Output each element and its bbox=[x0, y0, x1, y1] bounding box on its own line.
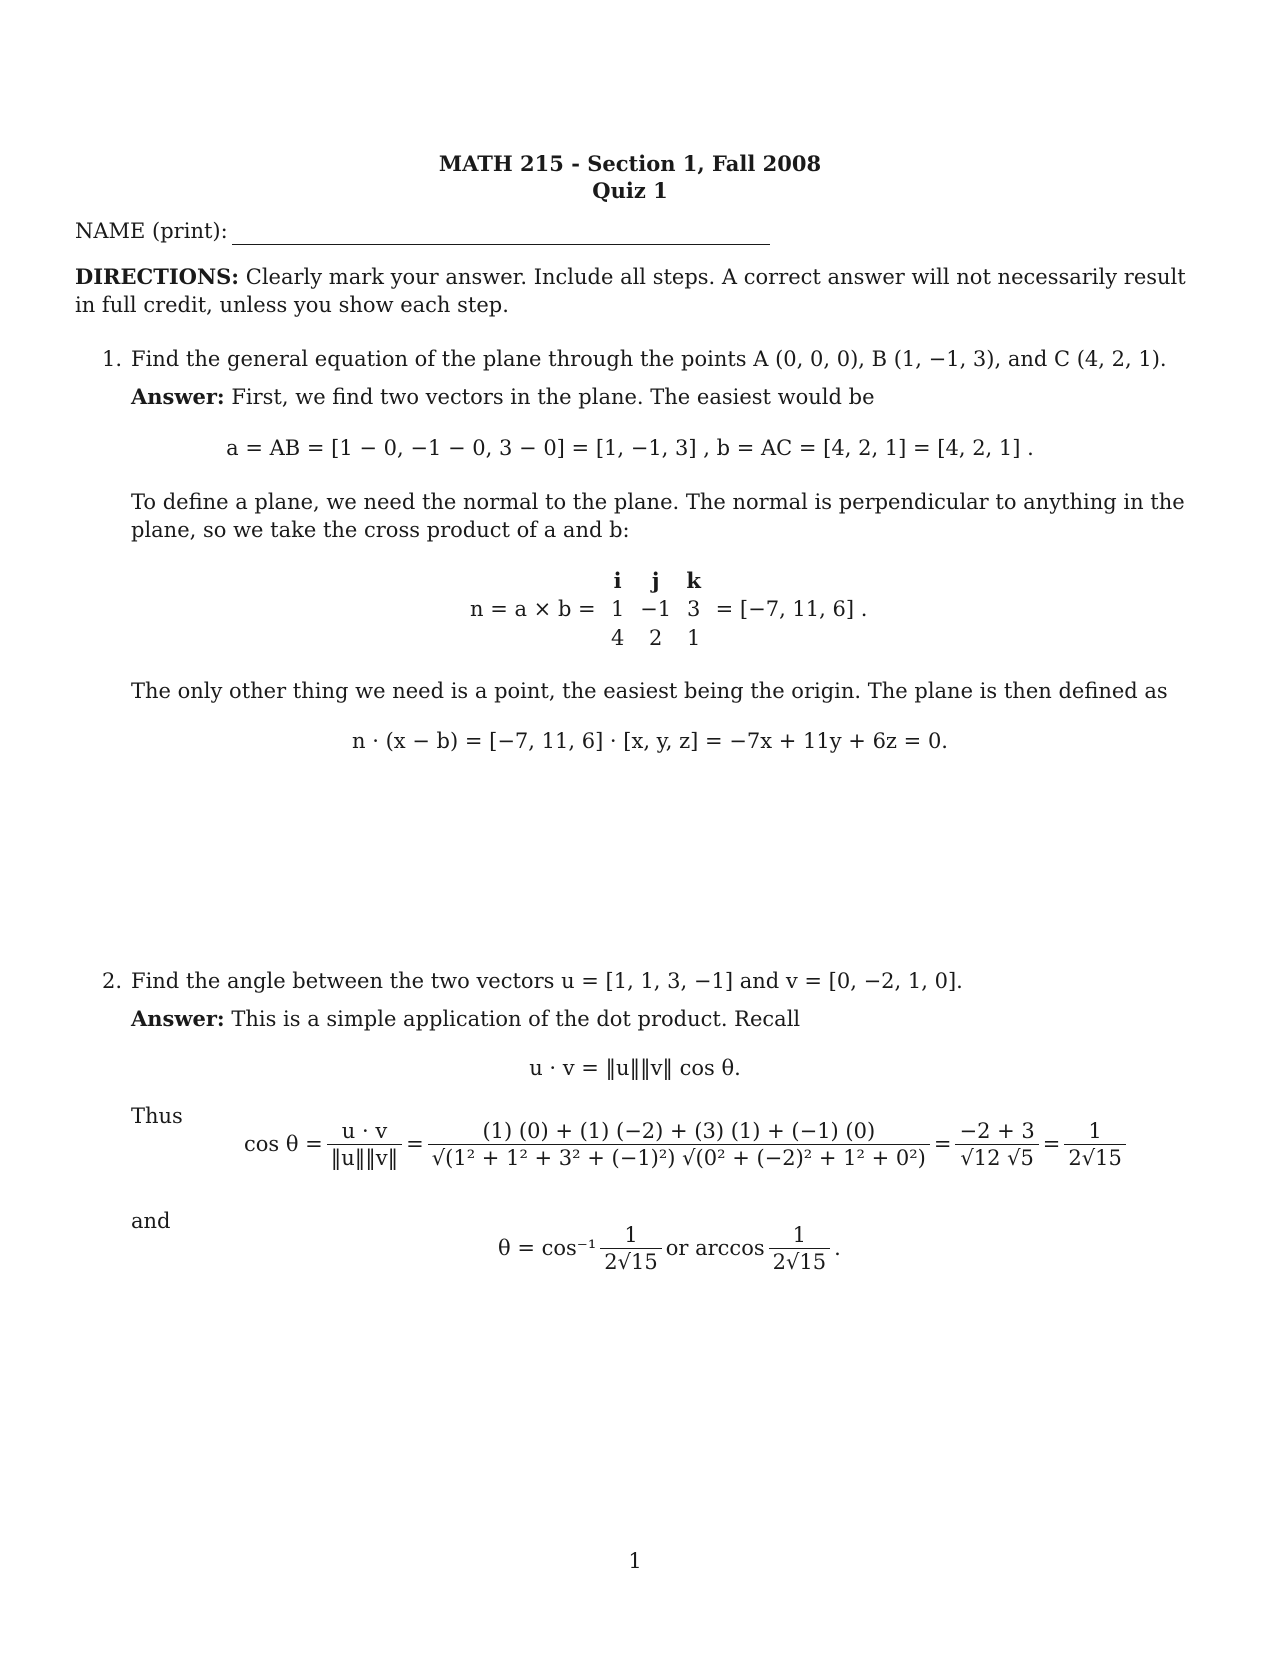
problem1-statement: Find the general equation of the plane through the points A (0, 0, 0), B (1, −1, 3), and C (4, 2, 1). bbox=[131, 347, 1167, 371]
directions bbox=[75, 263, 1195, 320]
directions-label: DIRECTIONS: bbox=[75, 264, 240, 289]
problem2-answer-label: Answer: bbox=[131, 1006, 225, 1031]
problem1-answer-line bbox=[131, 383, 875, 411]
or-arccos: or arccos bbox=[665, 1236, 765, 1261]
fraction-final bbox=[1064, 1118, 1125, 1172]
fraction-expanded bbox=[428, 1118, 930, 1172]
fraction-numerator: (1) (0) + (1) (−2) + (3) (1) + (−1) (0) bbox=[482, 1119, 876, 1143]
and-label: and bbox=[131, 1209, 171, 1233]
theta-equation bbox=[498, 1222, 841, 1276]
problem2-answer-line bbox=[131, 1005, 800, 1033]
problem2-statement: Find the angle between the two vectors u = [1, 1, 3, −1] and v = [0, −2, 1, 0]. bbox=[131, 969, 963, 993]
equals-sign: = bbox=[1042, 1132, 1061, 1157]
equals-sign: = bbox=[406, 1132, 424, 1157]
problem1-answer-intro: First, we find two vectors in the plane. The easiest would be bbox=[231, 385, 875, 409]
fraction-numerator: −2 + 3 bbox=[959, 1119, 1035, 1143]
thus-label: Thus bbox=[131, 1104, 183, 1128]
dot-product-identity: u · v = ‖u‖‖v‖ cos θ. bbox=[529, 1056, 741, 1080]
course-title: MATH 215 - Section 1, Fall 2008 bbox=[438, 151, 822, 176]
fraction-simplified bbox=[955, 1118, 1038, 1172]
cross-lhs: n = a × b = bbox=[470, 596, 596, 621]
directions-text: Clearly mark your answer. Include all steps. A correct answer will not necessarily result in full credit, unless you show each step. bbox=[75, 265, 1186, 318]
fraction-numerator: 1 bbox=[624, 1223, 638, 1247]
cos-theta-equation bbox=[244, 1118, 1130, 1172]
period: . bbox=[834, 1236, 841, 1261]
fraction-numerator: 1 bbox=[1088, 1119, 1102, 1143]
fraction-uv bbox=[327, 1118, 402, 1172]
arccos-fraction bbox=[769, 1222, 830, 1276]
fraction-denominator: 2√15 bbox=[604, 1250, 658, 1275]
plane-equation: n · (x − b) = [−7, 11, 6] · [x, y, z] = −7x + 11y + 6z = 0. bbox=[352, 729, 948, 753]
fraction-numerator: u · v bbox=[341, 1119, 388, 1143]
name-input-line[interactable] bbox=[232, 244, 770, 245]
matrix-cell: 1 bbox=[610, 597, 625, 622]
cos-lhs: cos θ = bbox=[244, 1132, 323, 1157]
problem1-point-paragraph: The only other thing we need is a point, the easiest being the origin. The plane is then defined as bbox=[131, 679, 1168, 703]
matrix-cell: i bbox=[613, 568, 622, 593]
theta-lhs: θ = cos⁻¹ bbox=[498, 1236, 597, 1261]
problem1-number: 1. bbox=[102, 347, 123, 371]
theta-fraction bbox=[600, 1222, 661, 1276]
matrix-cell: 3 bbox=[686, 597, 701, 622]
cross-rhs: = [−7, 11, 6] . bbox=[715, 596, 868, 621]
equals-sign: = bbox=[933, 1132, 952, 1157]
fraction-numerator: 1 bbox=[792, 1223, 807, 1247]
matrix-cell: j bbox=[651, 568, 660, 593]
matrix-cell: 4 bbox=[610, 625, 625, 650]
matrix-cell: −1 bbox=[640, 597, 672, 622]
problem2-number: 2. bbox=[102, 969, 123, 993]
fraction-denominator: 2√15 bbox=[772, 1250, 827, 1275]
problem1-normal-paragraph: To define a plane, we need the normal to the plane. The normal is perpendicular to anything in the plane, so we take the cross product of a and b: bbox=[131, 490, 1185, 543]
problem1-vectors-equation: a = AB = [1 − 0, −1 − 0, 3 − 0] = [1, −1, 3] , b = AC = [4, 2, 1] = [4, 2, 1] . bbox=[226, 436, 1034, 460]
cross-product-equation bbox=[470, 568, 867, 651]
fraction-denominator: ‖u‖‖v‖ bbox=[330, 1146, 399, 1171]
problem2-answer-intro: This is a simple application of the dot product. Recall bbox=[231, 1007, 801, 1031]
page-number: 1 bbox=[628, 1549, 642, 1573]
name-label: NAME (print): bbox=[75, 219, 228, 243]
cross-matrix bbox=[602, 568, 710, 651]
problem1-answer-label: Answer: bbox=[131, 384, 225, 409]
matrix-cell: k bbox=[686, 568, 701, 593]
fraction-denominator: 2√15 bbox=[1068, 1146, 1122, 1171]
fraction-denominator: √12 √5 bbox=[960, 1146, 1034, 1171]
fraction-denominator: √(1² + 1² + 3² + (−1)²) √(0² + (−2)² + 1² + 0²) bbox=[431, 1146, 926, 1171]
matrix-cell: 2 bbox=[648, 625, 663, 650]
matrix-cell: 1 bbox=[686, 625, 701, 650]
quiz-title: Quiz 1 bbox=[592, 178, 668, 203]
